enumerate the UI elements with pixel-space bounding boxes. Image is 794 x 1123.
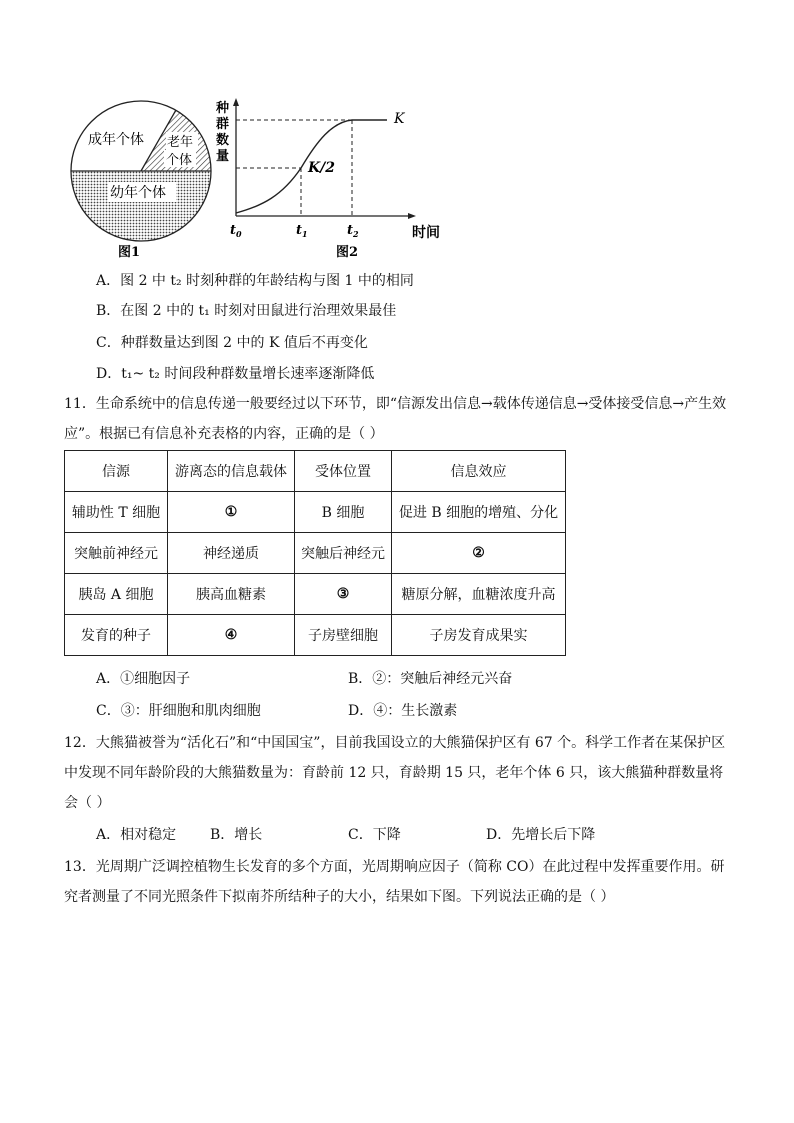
q10-option-a[interactable] [96, 270, 414, 290]
table-cell: 子房发育成果实 [392, 615, 566, 656]
option-letter: A． [96, 671, 121, 687]
table-cell: 胰岛 A 细胞 [65, 574, 168, 615]
option-letter: C． [96, 335, 121, 351]
q11-option-c[interactable] [96, 700, 261, 720]
table-row [65, 492, 566, 533]
q12-option-a[interactable] [96, 824, 176, 844]
option-letter: D． [96, 366, 122, 382]
y-label-char: 数 [216, 133, 230, 148]
figure-2-growth-curve [212, 96, 452, 261]
table-cell: 糖原分解，血糖浓度升高 [392, 574, 566, 615]
pie-label-young: 幼年个体 [110, 185, 166, 201]
option-text: ①细胞因子 [120, 671, 191, 687]
tick-t1: $t_1$ [296, 223, 308, 239]
option-letter: C． [348, 827, 373, 843]
pie-label-adult: 成年个体 [88, 132, 144, 148]
table-header: 信息效应 [392, 451, 566, 492]
option-letter: B． [348, 671, 373, 687]
q11-option-d[interactable] [348, 700, 457, 720]
k2-label: K/2 [308, 160, 336, 176]
option-letter: D． [348, 703, 374, 719]
q12-option-b[interactable] [210, 824, 262, 844]
pie-label-old-1: 老年 [167, 135, 194, 150]
option-letter: B． [96, 303, 121, 319]
table-header: 受体位置 [295, 451, 392, 492]
table-row [65, 533, 566, 574]
table-cell: 子房壁细胞 [295, 615, 392, 656]
q10-option-b[interactable] [96, 300, 396, 320]
option-letter: B． [210, 827, 235, 843]
option-text: 相对稳定 [120, 827, 177, 843]
pie-slice-young [71, 171, 211, 241]
table-cell: 促进 B 细胞的增殖、分化 [392, 492, 566, 533]
table-cell: 神经递质 [168, 533, 295, 574]
tick-t2: $t_2$ [347, 223, 359, 239]
figure-1-caption: 图1 [118, 245, 141, 260]
option-text: 增长 [234, 827, 263, 843]
table-cell: 胰高血糖素 [168, 574, 295, 615]
table-row [65, 615, 566, 656]
pie-label-old-2: 个体 [166, 153, 193, 168]
option-text: 图 2 中 t₂ 时刻种群的年龄结构与图 1 中的相同 [120, 273, 414, 289]
table-cell: 突触前神经元 [65, 533, 168, 574]
q10-option-c[interactable] [96, 332, 368, 352]
table-header-row [65, 451, 566, 492]
figure-1-pie-chart [66, 96, 216, 261]
table-header: 游离态的信息载体 [168, 451, 295, 492]
q11-option-b[interactable] [348, 668, 512, 688]
option-text: ③：肝细胞和肌肉细胞 [120, 703, 261, 719]
table-cell: ① [168, 492, 295, 533]
y-label-char: 量 [216, 149, 230, 164]
q10-option-d[interactable] [96, 363, 374, 383]
q11-info-table [64, 450, 566, 656]
table-cell: B 细胞 [295, 492, 392, 533]
option-text: 种群数量达到图 2 中的 K 值后不再变化 [120, 335, 368, 351]
option-letter: C． [96, 703, 121, 719]
tick-t0: $t_0$ [230, 223, 242, 239]
option-text: 先增长后下降 [511, 827, 596, 843]
table-header: 信源 [65, 451, 168, 492]
figure-2-caption: 图2 [336, 245, 359, 260]
table-cell: 发育的种子 [65, 615, 168, 656]
table-cell: 辅助性 T 细胞 [65, 492, 168, 533]
q13-stem: 13．光周期广泛调控植物生长发育的多个方面，光周期响应因子（简称 CO）在此过程中发挥重要作用。研究者测量了不同光照条件下拟南芥所结种子的大小，结果如下图。下列说法正确的是（ ） [64, 859, 725, 905]
q11-stem: 11．生命系统中的信息传递一般要经过以下环节，即“信源发出信息→载体传递信息→受体接受信息→产生效应”。根据已有信息补充表格的内容，正确的是（ ） [64, 396, 727, 442]
x-axis-label: 时间 [412, 225, 440, 241]
option-letter: D． [486, 827, 512, 843]
y-label-char: 种 [216, 101, 230, 116]
table-row [65, 574, 566, 615]
option-text: t₁~ t₂ 时间段种群数量增长速率逐渐降低 [121, 366, 375, 382]
option-text: 在图 2 中的 t₁ 时刻对田鼠进行治理效果最佳 [120, 303, 397, 319]
q12-option-d[interactable] [486, 824, 595, 844]
option-text: 下降 [372, 827, 401, 843]
table-cell: ② [392, 533, 566, 574]
option-letter: A． [96, 827, 121, 843]
k-label: K [394, 111, 405, 127]
option-text: ④：生长激素 [373, 703, 458, 719]
y-label-char: 群 [216, 117, 230, 132]
q12-stem: 12．大熊猫被誉为“活化石”和“中国国宝”，目前我国设立的大熊猫保护区有 67 个。科学工作者在某保护区中发现不同年龄阶段的大熊猫数量为：育龄前 12 只，育龄期 15 只，老年个体 6 只，该大熊猫种群数量将会（ ） [64, 735, 726, 811]
q11-option-a[interactable] [96, 668, 190, 688]
option-text: ②：突触后神经元兴奋 [372, 671, 513, 687]
q12-option-c[interactable] [348, 824, 401, 844]
table-cell: ④ [168, 615, 295, 656]
table-cell: 突触后神经元 [295, 533, 392, 574]
option-letter: A． [96, 273, 121, 289]
table-cell: ③ [295, 574, 392, 615]
